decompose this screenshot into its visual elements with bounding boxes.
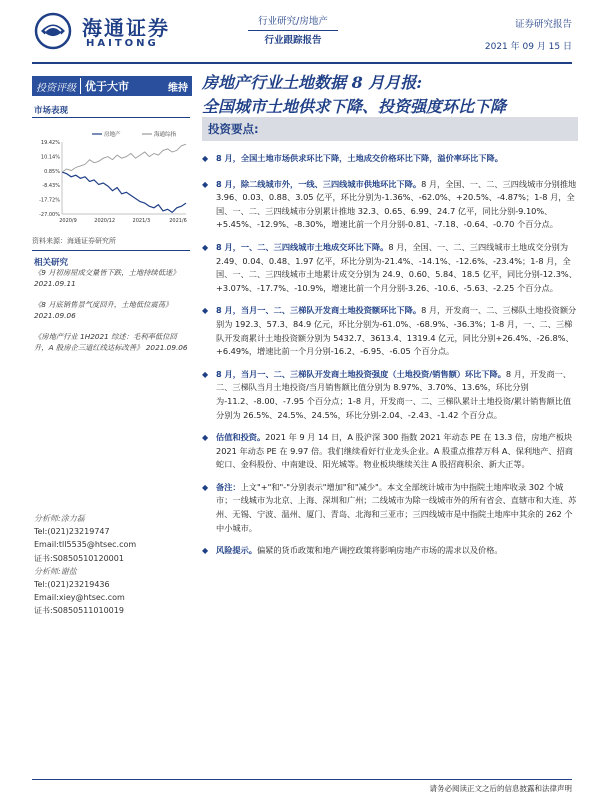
- key-point: [202, 481, 578, 535]
- key-point: [202, 544, 578, 558]
- haitong-logo-icon: [34, 12, 72, 50]
- key-point-text: 上文"+"和"-"分别表示"增加"和"减少"。本文全部统计城市为中指院土地库收录 302 个城市；一线城市为北京、上海、深圳和广州；二线城市为除一线城市外的所有省会、直辖市和大连、苏州、无锡、宁波、温州、厦门、青岛、北海和三亚市；三四线城市是中指院土地库中其余的 262 个中小城市。: [216, 481, 577, 533]
- report-type: 行业跟踪报告: [248, 30, 338, 49]
- rating-value: 优于大市: [80, 78, 133, 94]
- logo-text-en: HAITONG: [86, 38, 159, 49]
- analyst-cert: 证书:S0850510120001: [34, 553, 124, 563]
- related-item[interactable]: 《8 月底销售景气度回升，土地低位震荡》 2021.09.06: [34, 300, 173, 320]
- analyst-cert: 证书:S0850511010019: [34, 606, 124, 616]
- logo-text-cn: 海通证券: [82, 16, 170, 40]
- key-point-text: 8 月，开发商一、二、三梯队土地投资额分别为 192.3、57.3、84.9 亿元，环比分别为-61.0%、-68.9%、-36.3%；1-8 月，一、二、三梯队开发商累计土地投资额分别为 5432.7、3613.4、1319.4 亿元，同比分别+26.4%、-26.8%、+6.49%，增速比前一个月分别-16.2、-6.95、-6.05 个百分点。: [216, 305, 577, 357]
- x-tick-label: 2021/6: [169, 218, 187, 224]
- key-point-text: 8 月，开发商一、二、三梯队当月土地投资/当月销售额比值分别为 8.97%、3.70%、13.6%，环比分别为-11.2、-8.00、-7.95 个百分点；1-8 月，开发商一、二、三梯队累计土地投资/累计销售额比值分别为 26.5%、24.5%、24.5%，环比分别-2.04、-2.43、-1.42 个百分点。: [216, 368, 572, 420]
- key-point: [202, 431, 578, 472]
- key-point-lead: 估值和投资。: [216, 432, 266, 443]
- chart-source: 资料来源：海通证券研究所: [32, 237, 116, 245]
- report-category: 行业研究/房地产: [258, 16, 328, 27]
- key-point-text: 8 月，全国、一、二、三四线城市土地成交分别为 2.49、0.04、0.48、1.97 亿平，环比分别为-21.4%、-14.1%、-12.6%、-23.4%；1-8 月，全国、一、二、三四线城市土地累计成交分别为 24.9、0.60、5.84、18.5 亿平，同比分别-12.3%、+3.07%、-17.7%、-10.9%，增速比前一个月分别-3.26、-10.6、-5.63、-2.25 个百分点。: [216, 241, 577, 293]
- key-point-text: 8 月，全国、一、二、三四线城市分别推地 3.96、0.03、0.88、3.05 亿平，环比分别为-1.36%、-62.0%、+20.5%、-4.87%；1-8 月，全国、一、二、三四线城市分别累计推地 32.3、0.65、6.99、24.7 亿平，同比分别-9.10%、+5.45%、-12.9%、-8.30%，增速比前一个月分别-0.81、-7.18、-0.64、-0.70 个百分点。: [216, 178, 577, 230]
- key-point-text: 2021 年 9 月 14 日，A 股沪深 300 指数 2021 年动态 PE 在 13.3 倍，房地产板块 2021 年动态 PE 在 9.97 倍。我们继续看好行业龙头企业。A 股重点推荐万科 A、保利地产、招商蛇口、金科股份、中南建设、阳光城等。物业板块继续关注 A 股招商积余、新大正等。: [216, 432, 573, 470]
- related-item[interactable]: 《9 月初房屋成交量皆下跌，土地持续低迷》 2021.09.11: [34, 268, 180, 288]
- report-label: 证券研究报告: [514, 19, 572, 30]
- chart-divider: [32, 250, 190, 251]
- series-line-realestate: [62, 172, 186, 212]
- analyst-email[interactable]: Email:xiey@htsec.com: [34, 593, 125, 603]
- key-point: [202, 368, 578, 422]
- analyst-name: 分析师:涂力磊: [34, 514, 85, 523]
- series-line-index: [62, 144, 186, 172]
- page-header: [0, 0, 600, 62]
- market-section-title: 市场表现: [34, 106, 69, 116]
- key-point-text: 偏紧的货币政策和地产调控政策将影响房地产市场的需求以及价格。: [256, 545, 503, 556]
- footer-divider: [32, 779, 572, 780]
- related-item[interactable]: 《房地产行业 1H2021 综述：毛利率低位回升，A 股房企三道红线达标改善》 2021.09.06: [34, 332, 188, 352]
- analyst-email[interactable]: Email:tll5535@htsec.com: [34, 540, 137, 550]
- key-point-lead: 8 月，当月一、二、三梯队开发商土地投资强度（土地投资/销售额）环比下降。: [216, 368, 506, 379]
- rating-label: 投资评级: [36, 82, 76, 94]
- key-point-lead: 8 月，一、二、三四线城市土地成交环比下降。: [216, 241, 389, 252]
- y-tick-label: 0.85%: [44, 168, 60, 175]
- analyst-tel: Tel:(021)23219436: [34, 580, 110, 590]
- y-tick-label: -27.00%: [39, 212, 60, 218]
- investment-rating: [32, 76, 192, 96]
- key-point-lead: 8 月，除二线城市外，一线、三四线城市供地环比下降。: [216, 178, 422, 189]
- analyst-tel: Tel:(021)23219747: [34, 527, 110, 537]
- x-tick-label: 2021/3: [132, 218, 151, 224]
- key-point-lead: 8 月，当月一、二、三梯队开发商土地投资额环比下降。: [216, 305, 422, 316]
- title-line-2: 全国城市土地供求下降、投资强度环比下降: [202, 97, 507, 116]
- legend-label: 房地产: [104, 132, 121, 138]
- footer-disclaimer: 请务必阅读正文之后的信息披露和法律声明: [429, 784, 572, 793]
- market-divider: [32, 117, 190, 118]
- key-point-lead: 8 月，全国土地市场供求环比下降，土地成交价格环比下降，溢价率环比下降。: [216, 153, 503, 163]
- analyst-name: 分析师:谢盐: [34, 566, 77, 576]
- y-tick-label: 19.42%: [40, 140, 60, 146]
- market-performance-chart: [32, 128, 190, 228]
- key-point-lead: 备注：: [216, 481, 241, 492]
- related-research-list: [34, 268, 190, 353]
- key-points-title: 投资要点:: [208, 122, 259, 136]
- title-line-1: 房地产行业土地数据 8 月月报:: [202, 73, 423, 92]
- key-point: [202, 241, 578, 295]
- x-tick-label: 2020/12: [94, 218, 116, 224]
- report-category-block: [248, 14, 338, 49]
- key-point: [202, 152, 578, 166]
- key-point-lead: 风险提示。: [216, 545, 257, 556]
- x-tick-label: 2020/9: [59, 218, 77, 224]
- header-divider: [32, 62, 572, 64]
- key-point: [202, 304, 578, 358]
- related-section-title: 相关研究: [34, 258, 69, 268]
- y-tick-label: -17.72%: [39, 197, 60, 204]
- key-points-header: [202, 117, 578, 141]
- y-tick-label: -8.43%: [42, 183, 60, 190]
- y-tick-label: 10.14%: [40, 154, 60, 161]
- key-point: [202, 178, 578, 232]
- report-meta: [462, 16, 572, 52]
- report-date: 2021 年 09 月 15 日: [484, 42, 572, 52]
- analyst-contacts: [34, 512, 190, 618]
- rating-status: 维持: [168, 82, 188, 94]
- key-points-list: [202, 152, 578, 567]
- legend-label: 海通综指: [154, 132, 177, 138]
- report-title: [202, 71, 582, 119]
